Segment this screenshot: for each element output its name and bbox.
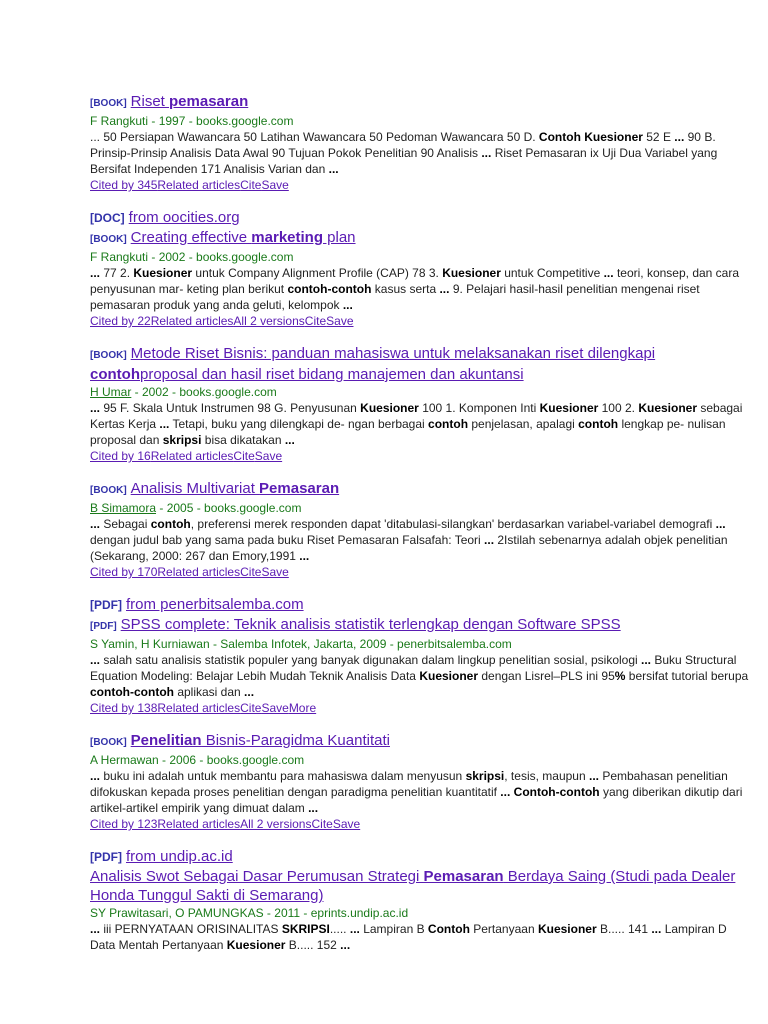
snippet-text: 52 E xyxy=(642,130,675,144)
meta-text: SY Prawitasari, O PAMUNGKAS - 2011 - eprints.undip.ac.id xyxy=(90,906,409,920)
meta-text: A Hermawan - 2006 - books.google.com xyxy=(90,753,305,767)
highlighted-term: skripsi xyxy=(465,769,505,783)
action-save-link[interactable]: Save xyxy=(261,701,289,715)
snippet-text: untuk Company Alignment Profile (CAP) 78 3. xyxy=(192,266,443,280)
title-text: Bisnis-Paragidma Kuantitati xyxy=(201,732,390,749)
result-title-link[interactable] xyxy=(90,345,655,383)
result-snippet xyxy=(90,921,750,953)
title-text: proposal dan hasil riset bidang manajemen dan akuntansi xyxy=(140,366,524,383)
result-meta xyxy=(90,249,750,265)
action-cited-by-16-link[interactable]: Cited by 16 xyxy=(90,449,151,463)
snippet-text: untuk Competitive xyxy=(500,266,604,280)
format-tag: [BOOK] xyxy=(90,485,127,496)
title-text: SPSS complete: Teknik analisis statistik terlengkap dengan Software SPSS xyxy=(120,616,621,633)
highlighted-term: ... xyxy=(484,533,495,547)
format-tag: [DOC] xyxy=(90,211,125,225)
snippet-text: penjelasan, apalagi xyxy=(468,417,579,431)
snippet-text: ..... xyxy=(329,922,350,936)
highlighted-term: Pemasaran xyxy=(423,868,504,885)
meta-text: - 2002 - books.google.com xyxy=(131,385,277,399)
source-link[interactable] xyxy=(126,596,304,613)
search-result xyxy=(90,92,750,193)
snippet-text: B..... 141 xyxy=(596,922,652,936)
highlighted-term: marketing xyxy=(251,229,323,246)
result-snippet xyxy=(90,652,750,700)
result-title-link[interactable] xyxy=(131,229,356,246)
snippet-text: kasus serta xyxy=(371,282,440,296)
highlighted-term: ... xyxy=(90,401,101,415)
action-more-link[interactable]: More xyxy=(288,701,317,715)
format-tag: [PDF] xyxy=(90,598,122,612)
snippet-text: buku ini adalah untuk membantu para mahasiswa dalam menyusun xyxy=(100,769,466,783)
format-tag: [BOOK] xyxy=(90,737,127,748)
highlighted-term: Contoh Kuesioner xyxy=(538,130,643,144)
search-result xyxy=(90,344,750,464)
title-text: Berdaya Saing (Studi pada Dealer Honda Tunggul Sakti di Semarang) xyxy=(90,868,736,904)
meta-text: F Rangkuti - 2002 - books.google.com xyxy=(90,250,294,264)
title-text: Analisis Multivariat xyxy=(130,480,260,497)
author-link[interactable]: B Simamora xyxy=(90,501,157,515)
action-cite-link[interactable]: Cite xyxy=(304,314,327,328)
action-related-articles-link[interactable]: Related articles xyxy=(150,449,234,463)
snippet-text: aplikasi dan xyxy=(173,685,245,699)
highlighted-term: ... xyxy=(651,922,662,936)
meta-text: F Rangkuti - 1997 - books.google.com xyxy=(90,114,294,128)
highlighted-term: Kuesioner xyxy=(539,401,599,415)
snippet-text: B..... 152 xyxy=(285,938,341,952)
result-snippet xyxy=(90,265,750,313)
result-meta xyxy=(90,905,750,921)
snippet-text: Sebagai xyxy=(100,517,151,531)
title-text: from oocities.org xyxy=(128,209,240,226)
title-text: from penerbitsalemba.com xyxy=(126,596,304,613)
highlighted-term: Kuesioner xyxy=(419,669,479,683)
title-text: from undip.ac.id xyxy=(126,848,233,865)
highlighted-term: ... xyxy=(284,433,295,447)
result-title-link[interactable] xyxy=(131,93,249,110)
highlighted-term: contoh xyxy=(90,366,140,383)
title-text: plan xyxy=(323,229,356,246)
search-result xyxy=(90,847,750,953)
highlighted-term: ... xyxy=(715,517,726,531)
highlighted-term: ... xyxy=(328,162,339,176)
meta-text: - 2005 - books.google.com xyxy=(156,501,302,515)
action-cite-link[interactable]: Cite xyxy=(240,701,262,715)
result-snippet xyxy=(90,400,750,448)
meta-text: S Yamin, H Kurniawan - Salemba Infotek, Jakarta, 2009 - penerbitsalemba.com xyxy=(90,637,512,651)
action-cite-link[interactable]: Cite xyxy=(233,449,255,463)
result-actions xyxy=(90,177,750,193)
action-cited-by-22-link[interactable]: Cited by 22 xyxy=(90,314,151,328)
action-save-link[interactable]: Save xyxy=(261,565,289,579)
snippet-text: 77 2. xyxy=(100,266,134,280)
action-cite-link[interactable]: Cite xyxy=(311,817,333,831)
highlighted-term: Kuesioner xyxy=(226,938,286,952)
result-meta xyxy=(90,752,750,768)
format-tag: [BOOK] xyxy=(90,350,127,361)
source-line xyxy=(90,595,750,615)
highlighted-term: Kuesioner xyxy=(638,401,698,415)
result-meta xyxy=(90,384,750,400)
result-title-link[interactable] xyxy=(131,480,339,497)
snippet-text: Riset Pemasaran ix Uji Dua Variabel yang Bersifat Independen 171 Analisis Varian dan xyxy=(90,146,718,176)
highlighted-term: Penelitian xyxy=(130,732,202,749)
result-actions xyxy=(90,700,750,716)
snippet-text: 100 2. xyxy=(598,401,639,415)
highlighted-term: ... xyxy=(159,417,170,431)
action-save-link[interactable]: Save xyxy=(254,449,283,463)
snippet-text: Tetapi, buku yang dilengkapi de- ngan berbagai xyxy=(169,417,429,431)
snippet-text: iii PERNYATAAN ORISINALITAS xyxy=(100,922,282,936)
highlighted-term: contoh xyxy=(578,417,619,431)
snippet-text: 90 B. Prinsip-Prinsip Analisis Data Awal 90 Tujuan Pokok Penelitian 90 Analisis xyxy=(90,130,716,160)
snippet-text: dengan Lisrel–PLS ini 95 xyxy=(478,669,615,683)
action-all-2-versions-link[interactable]: All 2 versions xyxy=(233,314,305,328)
action-save-link[interactable]: Save xyxy=(326,314,354,328)
title-line xyxy=(90,731,750,752)
snippet-text: 95 F. Skala Untuk Instrumen 98 G. Penyusunan xyxy=(100,401,361,415)
result-actions xyxy=(90,448,750,464)
result-snippet xyxy=(90,129,750,177)
highlighted-term: Pemasaran xyxy=(259,480,340,497)
highlighted-term: ... xyxy=(90,266,101,280)
action-related-articles-link[interactable]: Related articles xyxy=(157,178,241,192)
snippet-text: , preferensi merek responden dapat 'ditabulasi-silangkan' berdasarkan variabel-variabel demografi xyxy=(190,517,716,531)
highlighted-term: Contoh xyxy=(427,922,470,936)
result-title-link[interactable] xyxy=(121,616,621,633)
title-line xyxy=(90,228,750,249)
highlighted-term: ... xyxy=(349,922,360,936)
highlighted-term: Contoh-contoh xyxy=(513,785,600,799)
action-save-link[interactable]: Save xyxy=(261,178,289,192)
result-snippet xyxy=(90,516,750,564)
result-actions xyxy=(90,564,750,580)
result-meta xyxy=(90,500,750,516)
highlighted-term: ... xyxy=(244,685,255,699)
snippet-text: Pertanyaan xyxy=(469,922,538,936)
action-all-2-versions-link[interactable]: All 2 versions xyxy=(240,817,312,831)
action-related-articles-link[interactable]: Related articles xyxy=(157,701,241,715)
title-line xyxy=(90,615,750,636)
highlighted-term: ... xyxy=(90,922,101,936)
title-text: Analisis Swot Sebagai Dasar Perumusan Strategi xyxy=(90,868,424,885)
action-cited-by-138-link[interactable]: Cited by 138 xyxy=(90,701,158,715)
highlighted-term: Kuesioner xyxy=(360,401,419,415)
title-line xyxy=(90,92,750,113)
highlighted-term: ... xyxy=(674,130,685,144)
highlighted-term: ... xyxy=(342,298,353,312)
highlighted-term: skripsi xyxy=(162,433,202,447)
highlighted-term: SKRIPSI xyxy=(281,922,330,936)
search-result xyxy=(90,479,750,580)
snippet-text: Lampiran B xyxy=(359,922,428,936)
snippet-text: 9. Pelajari hasil-hasil penelitian mengenai riset pemasaran produk yang anda geluti, kelompok xyxy=(90,282,700,312)
snippet-text: lengkap pe- nulisan proposal dan xyxy=(90,417,726,447)
highlighted-term: Kuesioner xyxy=(133,266,193,280)
highlighted-term: ... xyxy=(308,801,319,815)
source-line xyxy=(90,208,750,228)
highlighted-term: contoh-contoh xyxy=(90,685,174,699)
snippet-text: sebagai Kertas Kerja xyxy=(90,401,743,431)
title-text: Riset xyxy=(130,93,170,110)
highlighted-term: ... xyxy=(588,769,599,783)
highlighted-term: ... xyxy=(299,549,310,563)
title-line xyxy=(90,479,750,500)
result-title-link[interactable] xyxy=(131,732,390,749)
result-meta xyxy=(90,636,750,652)
highlighted-term: ... xyxy=(500,785,511,799)
source-line xyxy=(90,847,750,867)
action-related-articles-link[interactable]: Related articles xyxy=(157,817,241,831)
snippet-text: bersifat tutorial berupa xyxy=(625,669,749,683)
highlighted-term: % xyxy=(614,669,626,683)
highlighted-term: ... xyxy=(603,266,614,280)
author-link[interactable]: H Umar xyxy=(90,385,132,399)
highlighted-term: ... xyxy=(90,517,101,531)
action-cite-link[interactable]: Cite xyxy=(240,178,262,192)
search-result xyxy=(90,731,750,832)
snippet-text: yang diberikan dikutip dari artikel-artikel empirik yang dimuat dalam xyxy=(90,785,743,815)
highlighted-term: Kuesioner xyxy=(442,266,501,280)
snippet-text: Buku Structural Equation Modeling: Belajar Lebih Mudah Teknik Analisis Data xyxy=(90,653,737,683)
title-line xyxy=(90,867,750,905)
action-cited-by-170-link[interactable]: Cited by 170 xyxy=(90,565,158,579)
format-tag: [BOOK] xyxy=(90,98,127,109)
search-result xyxy=(90,208,750,329)
format-tag: [BOOK] xyxy=(90,234,127,245)
highlighted-term: ... xyxy=(641,653,652,667)
snippet-text: 2Istilah sebenarnya adalah objek penelitian (Sekarang, 2000: 267 dan Emory,1991 xyxy=(90,533,728,563)
highlighted-term: ... xyxy=(90,769,101,783)
search-results-list xyxy=(90,92,750,968)
highlighted-term: pemasaran xyxy=(169,93,249,110)
highlighted-term: contoh-contoh xyxy=(287,282,372,296)
snippet-text: bisa dikatakan xyxy=(201,433,285,447)
result-actions xyxy=(90,313,750,329)
snippet-text: teori, konsep, dan cara penyusunan mar- keting plan berikut xyxy=(90,266,740,296)
result-snippet xyxy=(90,768,750,816)
highlighted-term: contoh xyxy=(150,517,191,531)
highlighted-term: ... xyxy=(439,282,450,296)
snippet-text: salah satu analisis statistik populer yang banyak digunakan dalam lingkup penelitian sosial, psikologi xyxy=(100,653,642,667)
highlighted-term: ... xyxy=(340,938,351,952)
action-cite-link[interactable]: Cite xyxy=(240,565,262,579)
highlighted-term: ... xyxy=(481,146,492,160)
snippet-text: 100 1. Komponen Inti xyxy=(418,401,540,415)
action-cited-by-123-link[interactable]: Cited by 123 xyxy=(90,817,158,831)
snippet-text: , tesis, maupun xyxy=(504,769,589,783)
format-tag: [PDF] xyxy=(90,850,122,864)
snippet-text: Lampiran D Data Mentah Pertanyaan xyxy=(90,922,727,952)
result-meta xyxy=(90,113,750,129)
source-link[interactable] xyxy=(129,209,240,226)
highlighted-term: ... xyxy=(90,653,101,667)
action-related-articles-link[interactable]: Related articles xyxy=(150,314,234,328)
snippet-text: dengan judul bab yang sama pada buku Riset Pemasaran Falsafah: Teori xyxy=(90,533,485,547)
title-text: Creating effective xyxy=(130,229,252,246)
snippet-text: Pembahasan penelitian difokuskan kepada proses penelitian dengan paradigma penelitian kuantitatif xyxy=(90,769,728,799)
source-link[interactable] xyxy=(126,848,233,865)
format-tag: [PDF] xyxy=(90,621,117,632)
snippet-text: ... 50 Persiapan Wawancara 50 Latihan Wawancara 50 Pedoman Wawancara 50 D. xyxy=(90,130,539,144)
action-save-link[interactable]: Save xyxy=(332,817,361,831)
title-text: Metode Riset Bisnis: panduan mahasiswa untuk melaksanakan riset dilengkapi xyxy=(130,345,656,362)
highlighted-term: Kuesioner xyxy=(537,922,597,936)
result-actions xyxy=(90,816,750,832)
title-line xyxy=(90,344,750,384)
search-result xyxy=(90,595,750,716)
highlighted-term: contoh xyxy=(428,417,469,431)
action-related-articles-link[interactable]: Related articles xyxy=(157,565,241,579)
action-cited-by-345-link[interactable]: Cited by 345 xyxy=(90,178,158,192)
result-title-link[interactable] xyxy=(90,868,735,904)
